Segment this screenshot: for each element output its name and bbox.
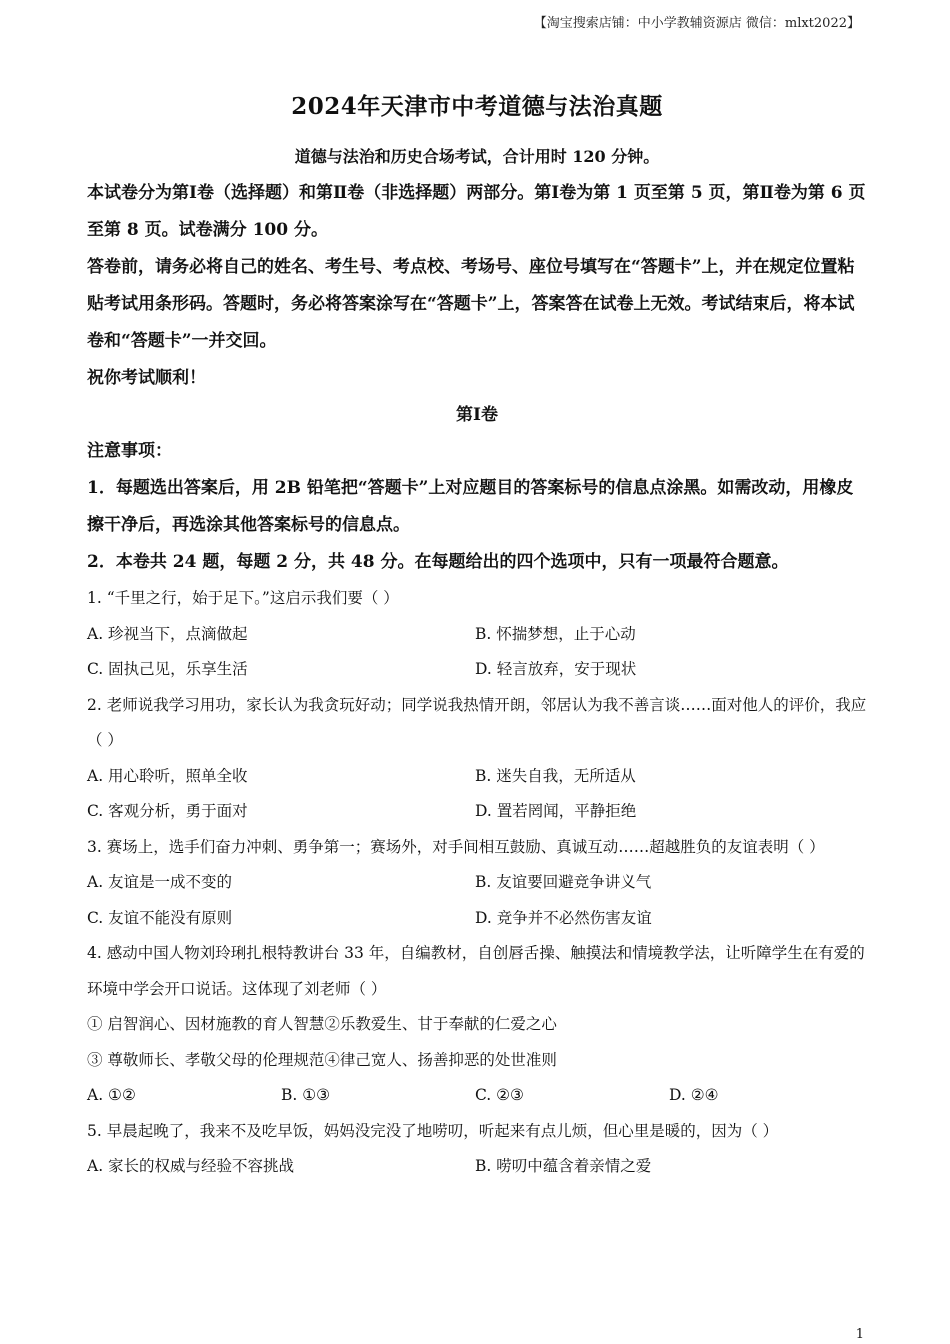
note-item: 2．本卷共 24 题，每题 2 分，共 48 分。在每题给出的四个选项中，只有一项最符合题意。 [87, 552, 789, 572]
option-row [87, 794, 867, 830]
question-stem: 5. 早晨起晚了，我来不及吃早饭，妈妈没完没了地唠叨，听起来有点儿烦，但心里是暖的，因为（ ） [87, 1121, 779, 1140]
exam-page [87, 88, 867, 1185]
option-b: B. ①③ [281, 1086, 331, 1104]
option-row [87, 1149, 867, 1185]
question-5 [87, 1114, 867, 1185]
option-d: D. 轻言放弃，安于现状 [475, 660, 637, 678]
page-title: 2024年天津市中考道德与法治真题 [291, 93, 663, 120]
option-d: D. ②④ [669, 1086, 719, 1104]
statement-line: ① 启智润心、因材施教的育人智慧②乐教爱生、甘于奉献的仁爱之心 [87, 1015, 557, 1033]
note-item: 1．每题选出答案后，用 2B 铅笔把“答题卡”上对应题目的答案标号的信息点涂黑。如需改动，用橡皮擦干净后，再选涂其他答案标号的信息点。 [87, 478, 854, 535]
page-number: 1 [855, 1327, 864, 1342]
option-b: B. 迷失自我，无所适从 [475, 766, 636, 785]
option-a: A. ①② [87, 1086, 136, 1104]
option-row [87, 865, 867, 901]
option-b: B. 怀揣梦想，止于心动 [475, 624, 636, 643]
question-stem: 2. 老师说我学习用功，家长认为我贪玩好动；同学说我热情开朗，邻居认为我不善言谈……面对他人的评价，我应（ ） [87, 695, 867, 749]
option-a: A. 用心聆听，照单全收 [87, 766, 248, 785]
intro-paragraph: 本试卷分为第Ⅰ卷（选择题）和第Ⅱ卷（非选择题）两部分。第Ⅰ卷为第 1 页至第 5 页，第Ⅱ卷为第 6 页至第 8 页。试卷满分 100 分。 [87, 183, 866, 240]
option-row [87, 652, 867, 688]
option-row [87, 617, 867, 653]
intro-paragraph: 答卷前，请务必将自己的姓名、考生号、考点校、考场号、座位号填写在“答题卡”上，并在规定位置粘贴考试用条形码。答题时，务必将答案涂写在“答题卡”上，答案答在试卷上无效。考试结束后，将本试卷和“答题卡”一并交回。 [87, 257, 855, 351]
option-b: B. 友谊要回避竞争讲义气 [475, 873, 652, 891]
statement-line: ③ 尊敬师长、孝敬父母的伦理规范④律己宽人、扬善抑恶的处世准则 [87, 1050, 557, 1069]
header-note: 【淘宝搜索店铺：中小学教辅资源店 微信：mlxt2022】 [533, 16, 860, 31]
option-b: B. 唠叨中蕴含着亲情之爱 [475, 1157, 652, 1175]
option-a: A. 珍视当下，点滴做起 [87, 624, 248, 643]
option-row [87, 759, 867, 795]
option-a: A. 友谊是一成不变的 [87, 873, 233, 891]
question-3 [87, 830, 867, 937]
question-stem: 3. 赛场上，选手们奋力冲刺、勇争第一；赛场外，对手间相互鼓励、真诚互动……超越胜负的友谊表明（ ） [87, 837, 825, 856]
option-row [87, 901, 867, 937]
notes-title: 注意事项： [87, 441, 172, 461]
question-4 [87, 936, 867, 1114]
question-stem: 1. “千里之行，始于足下。”这启示我们要（ ） [87, 589, 399, 607]
option-c: C. 客观分析，勇于面对 [87, 802, 248, 820]
option-d: D. 置若罔闻，平静拒绝 [475, 802, 637, 820]
option-a: A. 家长的权威与经验不容挑战 [87, 1157, 295, 1175]
option-d: D. 竞争并不必然伤害友谊 [475, 908, 652, 927]
option-row [87, 1078, 867, 1114]
option-c: C. ②③ [475, 1086, 524, 1104]
question-2 [87, 688, 867, 830]
option-c: C. 固执己见，乐享生活 [87, 660, 248, 678]
question-stem: 4. 感动中国人物刘玲琍扎根特教讲台 33 年，自编教材，自创唇舌操、触摸法和情境教学法，让听障学生在有爱的环境中学会开口说话。这体现了刘老师（ ） [87, 944, 865, 998]
intro-paragraph: 祝你考试顺利！ [87, 368, 206, 388]
exam-subtitle: 道德与法治和历史合场考试，合计用时 120 分钟。 [294, 147, 660, 166]
section-title: 第Ⅰ卷 [456, 405, 498, 425]
option-c: C. 友谊不能没有原则 [87, 908, 233, 927]
question-1 [87, 581, 867, 688]
